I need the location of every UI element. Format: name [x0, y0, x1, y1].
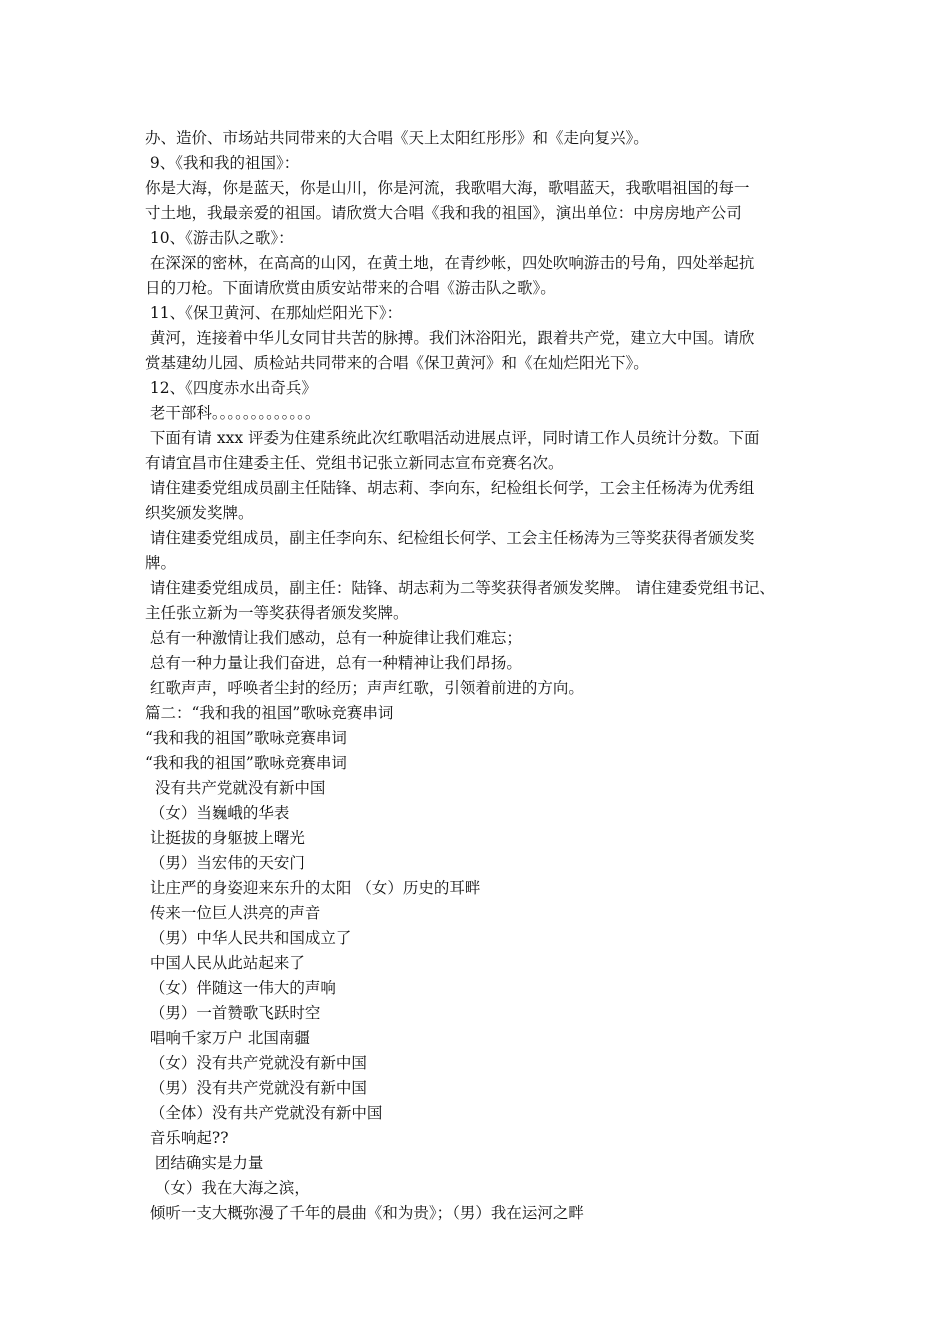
text-line: 红歌声声，呼唤者尘封的经历；声声红歌，引领着前进的方向。: [145, 679, 584, 697]
text-line: 你是大海，你是蓝天，你是山川，你是河流，我歌唱大海，歌唱蓝天，我歌唱祖国的每一: [145, 179, 750, 197]
text-line: 请住建委党组成员，副主任李向东、纪检组长何学、工会主任杨涛为三等奖获得者颁发奖: [145, 529, 755, 547]
text-line: 唱响千家万户 北国南疆: [145, 1029, 310, 1047]
text-line: 老干部科。。。。。。。。。。。。。: [145, 404, 321, 422]
text-line: 日的刀枪。下面请欣赏由质安站带来的合唱《游击队之歌》。: [145, 279, 556, 297]
text-line: 团结确实是力量: [145, 1154, 264, 1172]
text-line: 赏基建幼儿园、质检站共同带来的合唱《保卫黄河》和《在灿烂阳光下》。: [145, 354, 649, 372]
text-line: （全体）没有共产党就没有新中国: [145, 1104, 383, 1122]
text-line: 11、《保卫黄河、在那灿烂阳光下》：: [145, 304, 403, 322]
text-line: 下面有请 xxx 评委为住建系统此次红歌唱活动进展点评，同时请工作人员统计分数。下面: [145, 429, 760, 447]
document-body: [145, 126, 815, 1226]
text-line: （女）我在大海之滨，: [145, 1179, 310, 1197]
text-line: 10、《游击队之歌》：: [145, 229, 294, 247]
text-line: （男）一首赞歌飞跃时空: [145, 1004, 321, 1022]
text-line: 寸土地，我最亲爱的祖国。请欣赏大合唱《我和我的祖国》，演出单位：中房房地产公司: [145, 204, 742, 222]
text-line: 传来一位巨人洪亮的声音: [145, 904, 321, 922]
text-line: 9、《我和我的祖国》：: [145, 154, 300, 172]
text-line: 牌。: [145, 554, 177, 572]
text-line: 总有一种力量让我们奋进，总有一种精神让我们昂扬。: [145, 654, 522, 672]
text-line: （男）中华人民共和国成立了: [145, 929, 352, 947]
text-line: 有请宜昌市住建委主任、党组书记张立新同志宣布竞赛名次。: [145, 454, 564, 472]
text-line: 音乐响起??: [145, 1129, 229, 1147]
text-line: （女）伴随这一伟大的声响: [145, 979, 336, 997]
text-line: 篇二：“我和我的祖国”歌咏竞赛串词: [145, 704, 394, 722]
text-line: 请住建委党组成员，副主任：陆锋、胡志莉为二等奖获得者颁发奖牌。 请住建委党组书记、: [145, 579, 775, 597]
text-line: 中国人民从此站起来了: [145, 954, 305, 972]
text-line: （女）没有共产党就没有新中国: [145, 1054, 367, 1072]
text-line: 办、造价、市场站共同带来的大合唱《天上太阳红彤彤》和《走向复兴》。: [145, 129, 649, 147]
text-line: （女）当巍峨的华表: [145, 804, 290, 822]
text-line: 总有一种激情让我们感动，总有一种旋律让我们难忘；: [145, 629, 522, 647]
text-line: “我和我的祖国”歌咏竞赛串词: [145, 729, 347, 747]
text-line: 让庄严的身姿迎来东升的太阳 （女）历史的耳畔: [145, 879, 481, 897]
text-line: 没有共产党就没有新中国: [145, 779, 326, 797]
text-line: 请住建委党组成员副主任陆锋、胡志莉、李向东，纪检组长何学，工会主任杨涛为优秀组: [145, 479, 755, 497]
text-line: （男）当宏伟的天安门: [145, 854, 305, 872]
text-line: 12、《四度赤水出奇兵》: [145, 379, 317, 397]
text-line: （男）没有共产党就没有新中国: [145, 1079, 367, 1097]
text-line: 织奖颁发奖牌。: [145, 504, 254, 522]
text-line: 让挺拔的身躯披上曙光: [145, 829, 305, 847]
text-line: 倾听一支大概弥漫了千年的晨曲《和为贵》；（男）我在运河之畔: [145, 1204, 584, 1222]
text-line: 在深深的密林，在高高的山冈，在黄土地，在青纱帐，四处吹响游击的号角，四处举起抗: [145, 254, 755, 272]
text-line: 主任张立新为一等奖获得者颁发奖牌。: [145, 604, 409, 622]
text-line: 黄河，连接着中华儿女同甘共苦的脉搏。我们沐浴阳光，跟着共产党，建立大中国。请欣: [145, 329, 755, 347]
text-line: “我和我的祖国”歌咏竞赛串词: [145, 754, 347, 772]
